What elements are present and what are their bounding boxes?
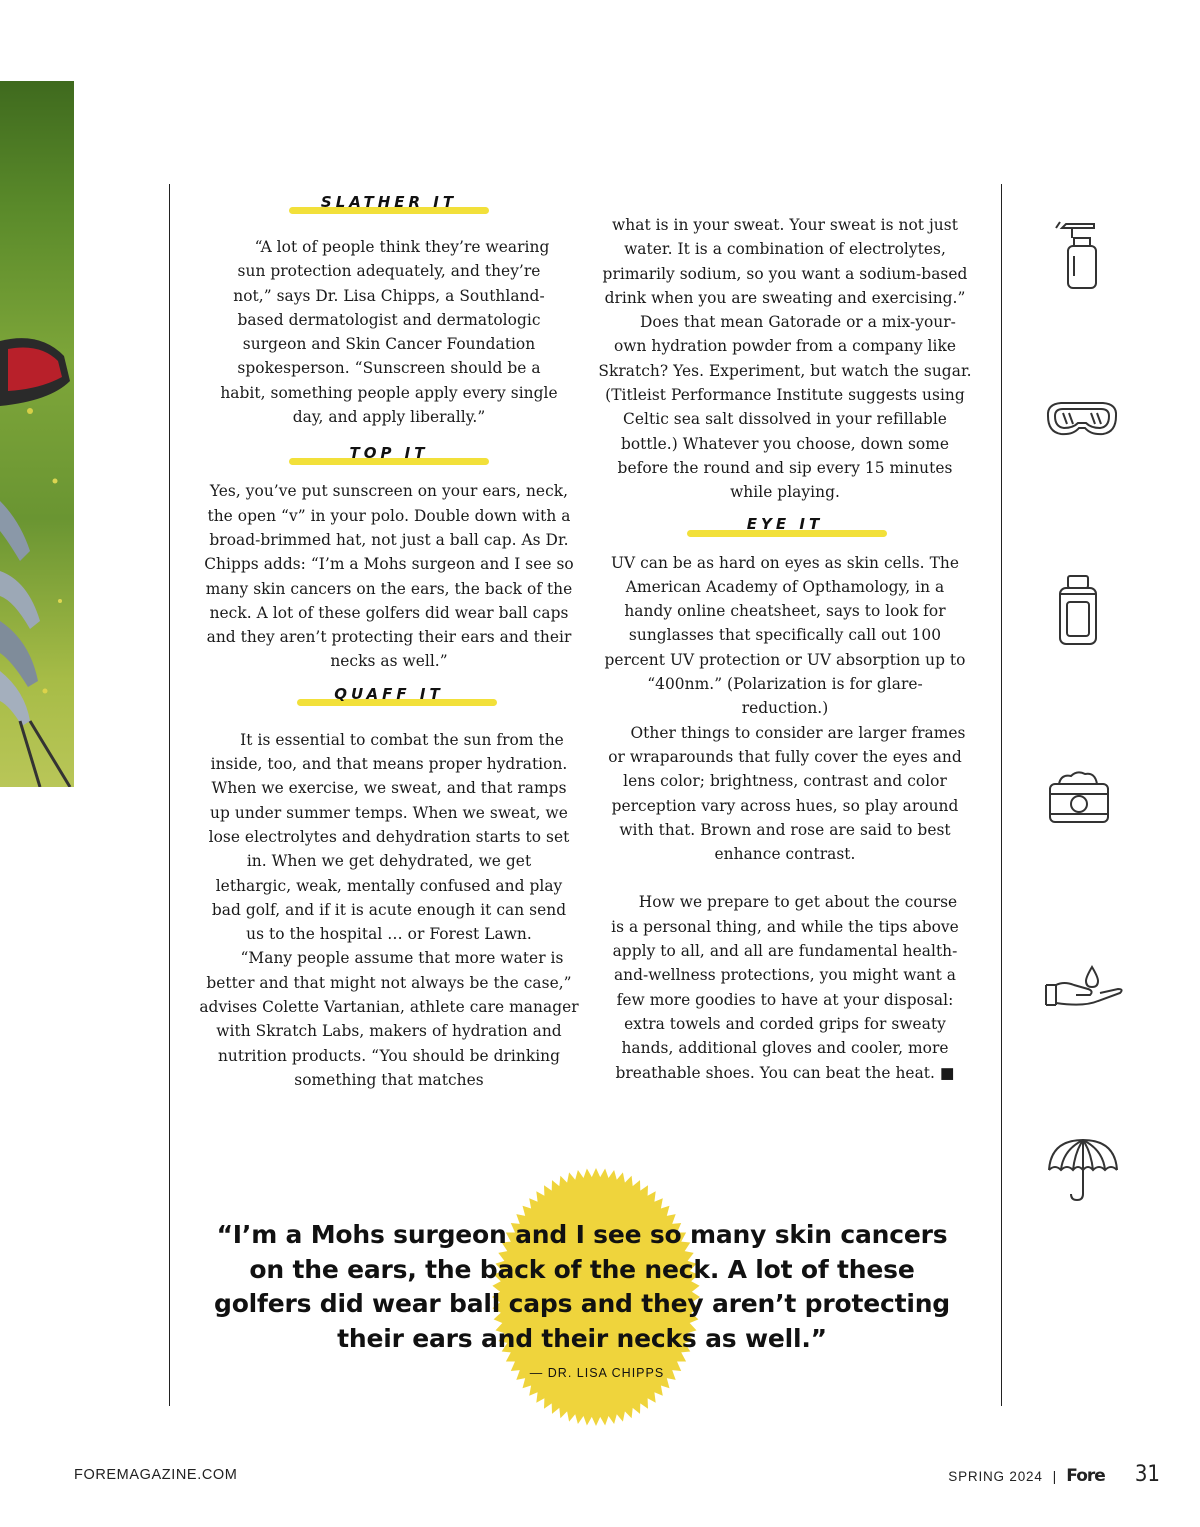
- hand-drop-icon: [1044, 963, 1124, 1009]
- goggles-icon: [1045, 398, 1119, 440]
- column-right: [596, 213, 974, 1085]
- page-number: 31: [1134, 1462, 1160, 1487]
- quaff-cont-paragraph-2: Does that mean Gatorade or a mix-your-own hydration powder from a company like Skratch? Yes. Experiment, but watch the sugar. (Titleist Performance Institute suggests using Celtic sea salt dissolved in your refillable bottle.) Whatever you choose, down some before the round and sip every 15 minutes while playing.: [598, 313, 972, 502]
- golf-photo: [0, 81, 74, 787]
- umbrella-icon: [1047, 1136, 1119, 1204]
- left-rule: [169, 184, 170, 1406]
- quaff-paragraph-1: It is essential to combat the sun from the inside, too, and that means proper hydration. When we exercise, we sweat, and that ramps up under summer temps. When we sweat, we lose electrolytes and dehydration starts to set in. When we get dehydrated, we get lethargic, weak, mentally confused and play bad golf, and if it is acute enough it can send us to the hospital … or Forest Lawn.: [208, 730, 570, 944]
- pull-quote: “I’m a Mohs surgeon and I see so many skin cancers on the ears, the back of the neck. A lot of these golfers did wear ball caps and they aren’t protecting their ears and their necks as well.”: [214, 1220, 950, 1353]
- section-heading-quaff: QUAFF IT: [198, 680, 580, 718]
- footer-separator: |: [1052, 1468, 1057, 1484]
- section-heading-slather: SLATHER IT: [198, 188, 580, 226]
- quaff-paragraph-2: “Many people assume that more water is better and that might not always be the case,” advises Colette Vartanian, athlete care manager with Skratch Labs, makers of hydration and nutrition products. “You should be drinking something that matches: [199, 949, 579, 1089]
- eye-paragraph-2: Other things to consider are larger frames or wraparounds that fully cover the eyes and lens color; brightness, contrast and color perception vary across hues, so play around with that. Brown and rose are said to best enhance contrast.: [608, 723, 966, 864]
- quaff-cont-paragraph-1: what is in your sweat. Your sweat is not just water. It is a combination of electrolytes, primarily sodium, so you want a sodium-based drink when you are sweating and exercising.”: [602, 216, 968, 307]
- footer-folio: [948, 1462, 1160, 1487]
- cream-jar-icon: [1047, 768, 1111, 826]
- footer-website[interactable]: FOREMAGAZINE.COM: [74, 1467, 238, 1483]
- top-paragraph: Yes, you’ve put sunscreen on your ears, neck, the open “v” in your polo. Double down with a broad-brimmed hat, not just a ball cap. As Dr. Chipps adds: “I’m a Mohs surgeon and I see so many skin cancers on the ears, the back of the neck. A lot of these golfers did wear ball caps and they aren’t protecting their ears and their necks as well.”: [204, 482, 574, 671]
- slather-paragraph: “A lot of people think they’re wearing sun protection adequately, and they’re not,” says Dr. Lisa Chipps, a Southland-based dermatologist and dermatologic surgeon and Skin Cancer Foundation spokesperson. “Sunscreen should be a habit, something people apply every single day, and apply liberally.”: [220, 238, 558, 427]
- section-heading-eye: EYE IT: [596, 511, 974, 549]
- sunscreen-bottle-icon: [1058, 574, 1098, 646]
- pull-quote-attribution: — DR. LISA CHIPPS: [529, 1366, 665, 1380]
- footer-issue: SPRING 2024: [948, 1469, 1043, 1484]
- footer-brand-logo: Fore: [1066, 1466, 1105, 1486]
- section-heading-top: TOP IT: [198, 439, 580, 477]
- closing-paragraph: How we prepare to get about the course is a personal thing, and while the tips above apply to all, and all are fundamental health-and-wellness protections, you might want a few more goodies to have at your disposal: extra towels and corded grips for sweaty hands, additional gloves and cooler, more breathable shoes. You can beat the heat. ■: [611, 893, 959, 1082]
- column-left: [198, 188, 580, 1092]
- spray-bottle-icon: [1052, 218, 1102, 292]
- eye-paragraph-1: UV can be as hard on eyes as skin cells. The American Academy of Opthamology, in a handy online cheatsheet, says to look for sunglasses that specifically call out 100 percent UV protection or UV absorption up to “400nm.” (Polarization is for glare-reduction.): [604, 553, 966, 718]
- right-rule: [1001, 184, 1002, 1406]
